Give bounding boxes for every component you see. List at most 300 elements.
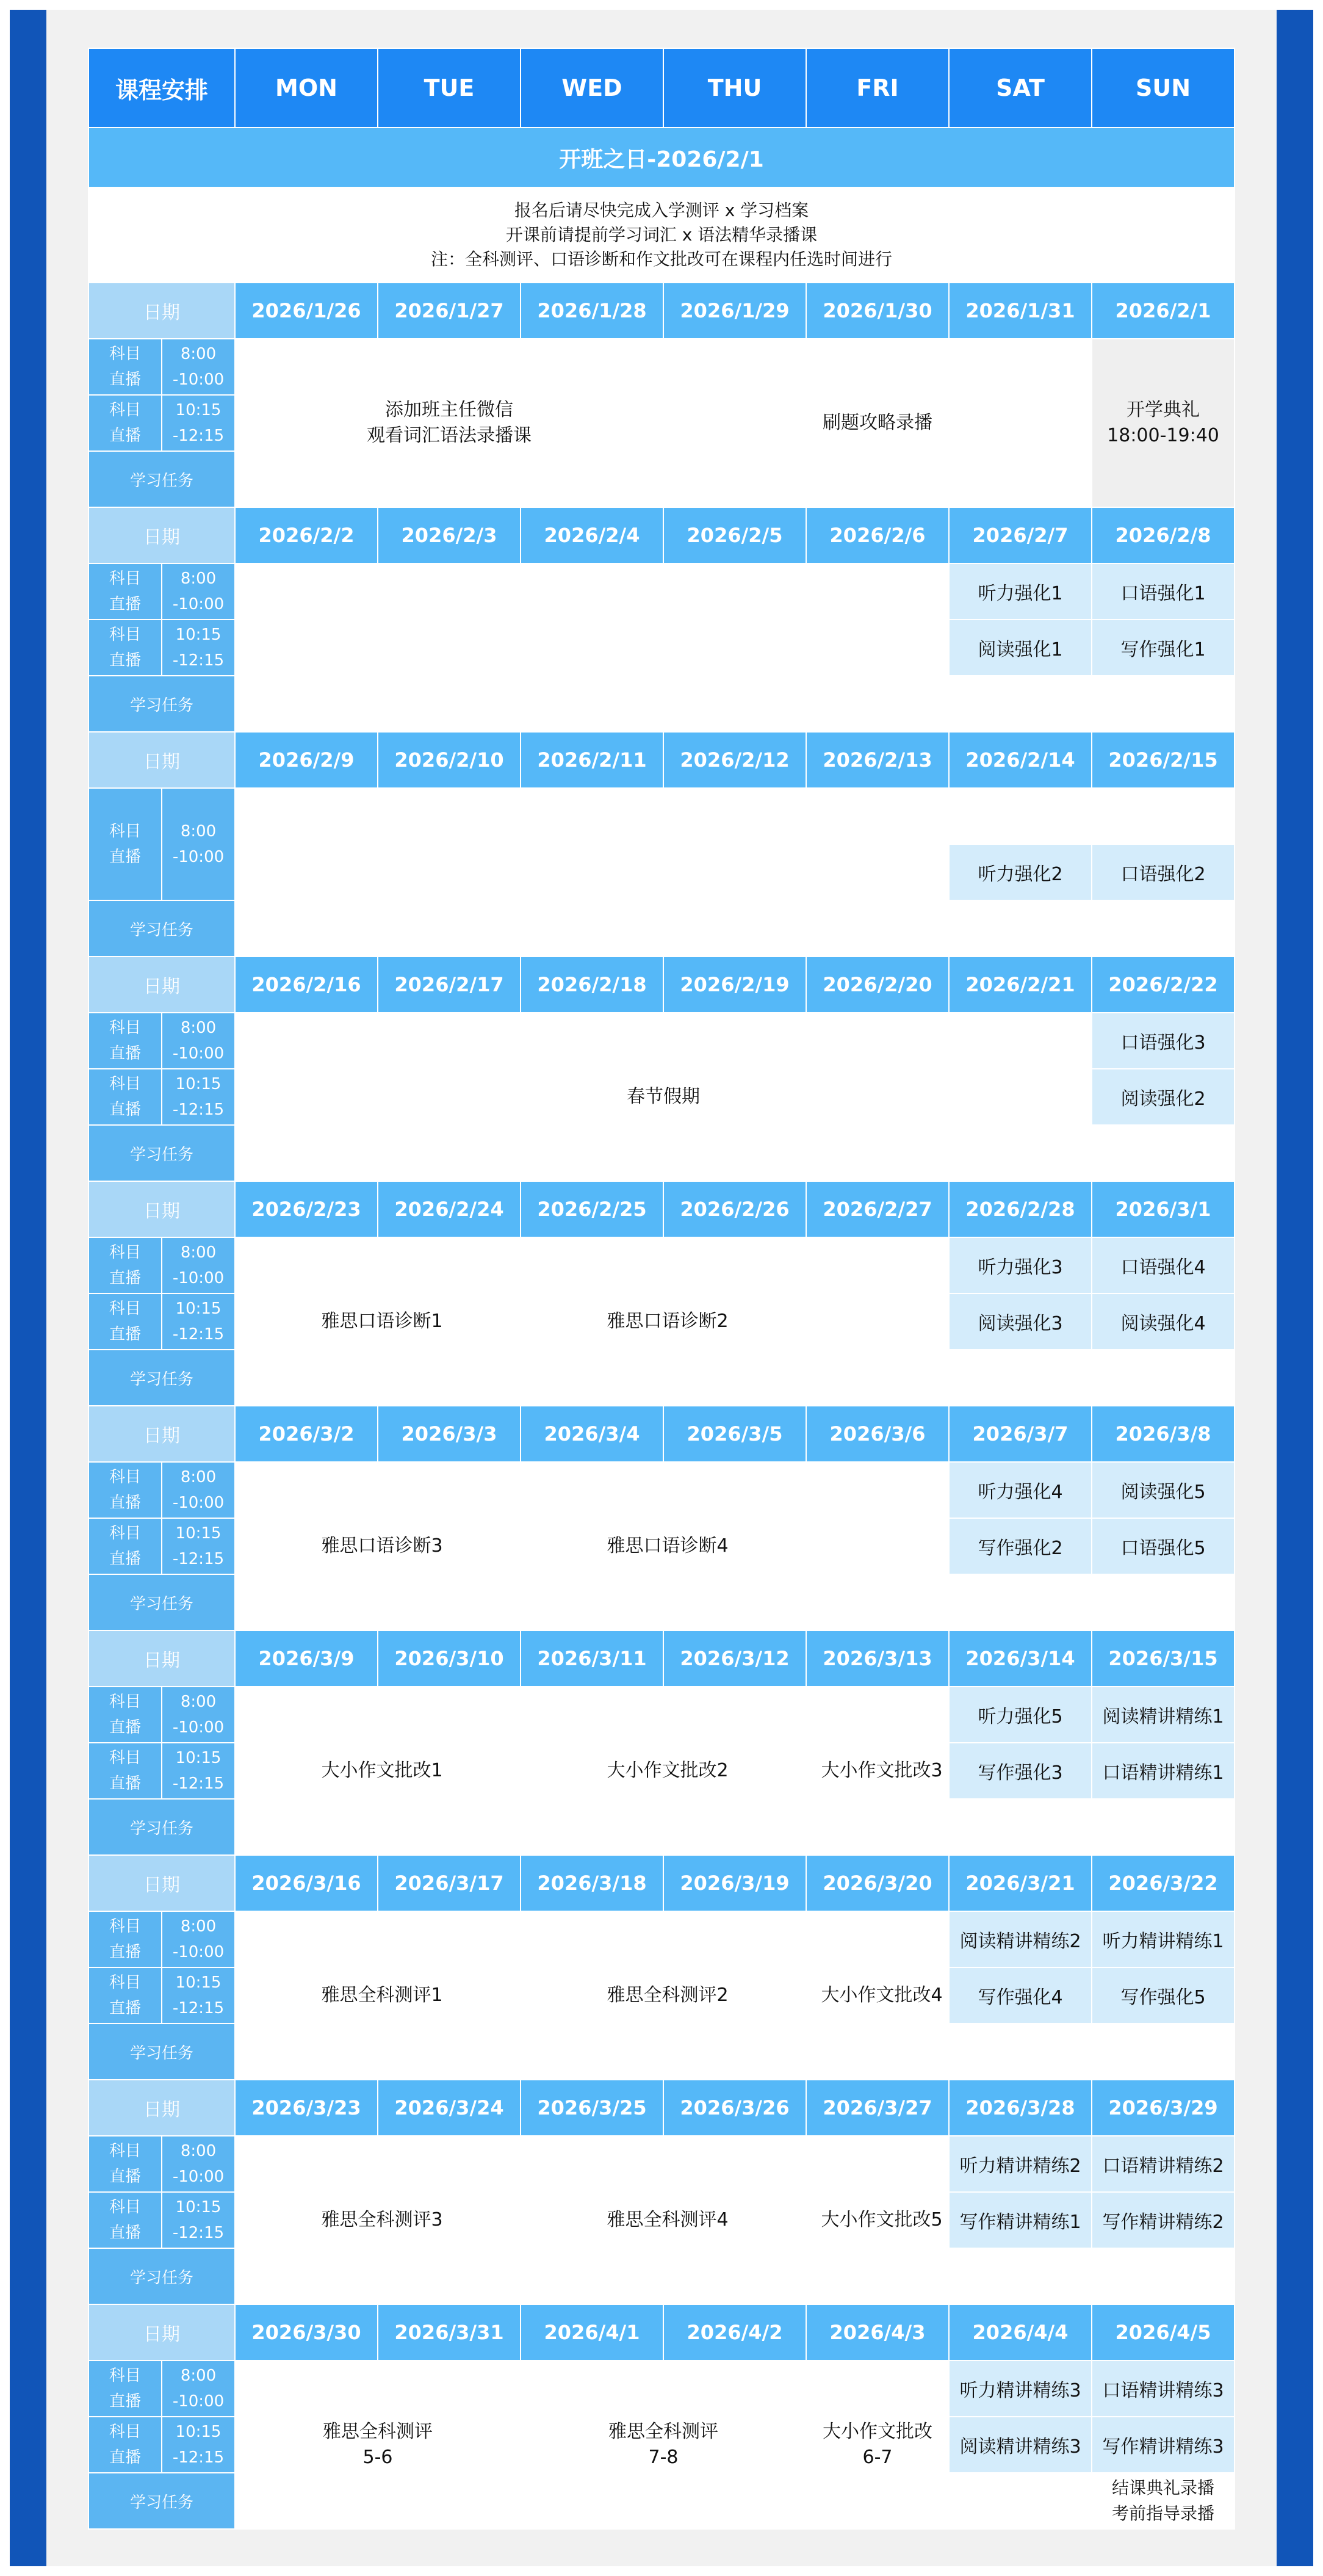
block-a: 雅思全科测评1 (235, 1911, 521, 2080)
live-text: 直播 (109, 2392, 141, 2411)
live-text: 直播 (109, 651, 141, 670)
date-cell-sat: 2026/3/21 (949, 1855, 1092, 1911)
notice-block (88, 187, 1235, 283)
session-cell-sun: 听力精讲精练1 (1092, 1911, 1235, 1967)
session-cell-sat (949, 788, 1092, 844)
time-end: -10:00 (172, 1943, 225, 1961)
date-cell-wed: 2026/3/4 (521, 1406, 663, 1462)
block-c: 大小作文批改4 (806, 1911, 949, 2080)
time-end: -12:15 (172, 651, 225, 670)
session-cell-sun: 阅读强化5 (1092, 1462, 1235, 1518)
session-row-1 (88, 1237, 1235, 1293)
session-row-1 (88, 1687, 1235, 1743)
date-cell-mon: 2026/3/9 (235, 1630, 378, 1687)
session-row-1 (88, 339, 1235, 395)
subject-text: 科目 (109, 1917, 141, 1936)
session-cell-sat: 听力精讲精练3 (949, 2361, 1092, 2417)
date-cell-fri: 2026/3/20 (806, 1855, 949, 1911)
slot-time-label (162, 1967, 235, 2024)
slot-time-label (162, 1911, 235, 1967)
date-cell-sat: 2026/3/14 (949, 1630, 1092, 1687)
task-row-label: 学习任务 (88, 1799, 235, 1855)
date-cell-sun: 2026/3/8 (1092, 1406, 1235, 1462)
date-cell-mon: 2026/3/2 (235, 1406, 378, 1462)
date-cell-sat: 2026/4/4 (949, 2304, 1092, 2361)
slot-subject-label (88, 1518, 162, 1574)
task-row-label: 学习任务 (88, 1125, 235, 1181)
date-row-label: 日期 (88, 2304, 235, 2361)
date-cell-mon: 2026/2/16 (235, 957, 378, 1013)
session-cell-sun: 口语强化1 (1092, 563, 1235, 620)
session-row-1 (88, 1013, 1235, 1069)
date-cell-fri: 2026/2/13 (806, 732, 949, 788)
session-cell-sun: 口语精讲精练3 (1092, 2361, 1235, 2417)
subject-text: 科目 (109, 2142, 141, 2160)
live-text: 直播 (109, 2224, 141, 2242)
date-cell-sun: 2026/2/15 (1092, 732, 1235, 788)
task-cell-sat (949, 2248, 1092, 2304)
date-cell-fri: 2026/3/6 (806, 1406, 949, 1462)
date-row-label: 日期 (88, 957, 235, 1013)
task-cell-sun (1092, 676, 1235, 732)
time-start: 10:15 (175, 1075, 222, 1093)
date-cell-sun: 2026/2/22 (1092, 957, 1235, 1013)
date-cell-thu: 2026/1/29 (663, 283, 806, 339)
session-cell-sun: 阅读精讲精练1 (1092, 1687, 1235, 1743)
date-cell-thu: 2026/4/2 (663, 2304, 806, 2361)
session-row-1 (88, 563, 1235, 620)
slot-subject-label (88, 1069, 162, 1125)
time-start: 10:15 (175, 2423, 222, 2441)
session-cell-thu (663, 788, 806, 900)
date-cell-thu: 2026/2/26 (663, 1181, 806, 1237)
date-cell-mon: 2026/2/2 (235, 507, 378, 563)
notice-line: 报名后请尽快完成入学测评 x 学习档案 (514, 200, 809, 220)
slot-time-label (162, 2136, 235, 2192)
live-text: 直播 (109, 1494, 141, 1512)
session-cell-sat: 阅读强化1 (949, 620, 1092, 676)
date-cell-thu: 2026/3/26 (663, 2080, 806, 2136)
live-text: 直播 (109, 1325, 141, 1344)
task-cell-sat (949, 2473, 1092, 2529)
time-end: -12:15 (172, 1550, 225, 1568)
date-row-label: 日期 (88, 1630, 235, 1687)
time-start: 10:15 (175, 1974, 222, 1992)
date-row-label: 日期 (88, 283, 235, 339)
date-cell-sun: 2026/2/8 (1092, 507, 1235, 563)
date-cell-thu: 2026/2/5 (663, 507, 806, 563)
date-row-label: 日期 (88, 507, 235, 563)
time-start: 8:00 (180, 2367, 217, 2385)
header-day-wed: WED (521, 48, 663, 128)
date-cell-fri: 2026/2/27 (806, 1181, 949, 1237)
notice-line: 开课前请提前学习词汇 x 语法精华录播课 (505, 225, 818, 245)
slot-time-label (162, 1069, 235, 1125)
time-end: -10:00 (172, 1494, 225, 1512)
task-cell-sun (1092, 900, 1235, 957)
session-cell-sat: 写作强化2 (949, 1518, 1092, 1574)
session-cell-sun: 写作强化5 (1092, 1967, 1235, 2024)
date-cell-sat: 2026/2/14 (949, 732, 1092, 788)
session-cell-wed (521, 563, 663, 732)
opening-banner: 开班之日-2026/2/1 (88, 128, 1235, 187)
time-end: -12:15 (172, 1775, 225, 1793)
session-cell-thu (663, 563, 806, 732)
time-start: 10:15 (175, 1749, 222, 1767)
slot-time-label (162, 1013, 235, 1069)
time-end: -10:00 (172, 371, 225, 389)
subject-text: 科目 (109, 1693, 141, 1711)
slot-time-label (162, 1687, 235, 1743)
task-cell-mon (235, 900, 378, 957)
date-row-label: 日期 (88, 1855, 235, 1911)
session-cell-tue (378, 563, 521, 732)
subject-text: 科目 (109, 1300, 141, 1318)
block-note-right: 刷题攻略录播 (663, 339, 1092, 507)
session-cell-sat: 听力强化3 (949, 1237, 1092, 1293)
time-start: 10:15 (175, 2198, 222, 2216)
date-cell-fri: 2026/3/13 (806, 1630, 949, 1687)
time-start: 8:00 (180, 1019, 217, 1037)
task-row-label: 学习任务 (88, 451, 235, 507)
slot-subject-label (88, 1013, 162, 1069)
time-start: 10:15 (175, 401, 222, 419)
date-cell-tue: 2026/3/10 (378, 1630, 521, 1687)
session-cell-mon (235, 788, 378, 900)
session-cell-sun: 口语强化4 (1092, 1237, 1235, 1293)
task-cell-sun (1092, 2024, 1235, 2080)
header-day-thu: THU (663, 48, 806, 128)
date-cell-fri: 2026/1/30 (806, 283, 949, 339)
header-day-fri: FRI (806, 48, 949, 128)
date-cell-wed: 2026/2/4 (521, 507, 663, 563)
subject-text: 科目 (109, 626, 141, 644)
block-c: 大小作文批改3 (806, 1687, 949, 1855)
slot-subject-label (88, 620, 162, 676)
block-a: 雅思全科测评3 (235, 2136, 521, 2304)
live-text: 直播 (109, 595, 141, 613)
notice-row (88, 187, 1235, 283)
slot-time-label (162, 1293, 235, 1350)
task-cell-sat (949, 676, 1092, 732)
date-cell-mon: 2026/3/23 (235, 2080, 378, 2136)
subject-text: 科目 (109, 570, 141, 588)
block-c: 大小作文批改 6-7 (806, 2361, 949, 2529)
time-end: -12:15 (172, 1101, 225, 1119)
time-start: 8:00 (180, 1917, 217, 1936)
time-start: 10:15 (175, 1524, 222, 1543)
date-cell-wed: 2026/3/25 (521, 2080, 663, 2136)
slot-subject-label (88, 788, 162, 900)
session-cell-fri (806, 563, 949, 732)
live-text: 直播 (109, 1718, 141, 1737)
date-cell-sat: 2026/1/31 (949, 283, 1092, 339)
date-cell-sat: 2026/2/7 (949, 507, 1092, 563)
header-day-tue: TUE (378, 48, 521, 128)
opening-banner-row (88, 128, 1235, 187)
block-a: 大小作文批改1 (235, 1687, 521, 1855)
date-cell-thu: 2026/2/12 (663, 732, 806, 788)
session-row-1 (88, 1911, 1235, 1967)
date-cell-fri: 2026/3/27 (806, 2080, 949, 2136)
task-cell-thu (663, 900, 806, 957)
task-row-label: 学习任务 (88, 1574, 235, 1630)
schedule-table (88, 48, 1235, 2530)
block-note-left: 添加班主任微信 观看词汇语法录播课 (235, 339, 663, 507)
date-cell-thu: 2026/3/12 (663, 1630, 806, 1687)
week-date-row (88, 283, 1235, 339)
task-row-label: 学习任务 (88, 2024, 235, 2080)
time-end: -10:00 (172, 2392, 225, 2411)
date-cell-wed: 2026/2/25 (521, 1181, 663, 1237)
notice-line: 注：全科测评、口语诊断和作文批改可在课程内任选时间进行 (431, 249, 893, 269)
date-cell-tue: 2026/1/27 (378, 283, 521, 339)
live-text: 直播 (109, 1044, 141, 1063)
session-row-1 (88, 1462, 1235, 1518)
time-end: -12:15 (172, 427, 225, 445)
session-row-1 (88, 2361, 1235, 2417)
time-end: -12:15 (172, 1325, 225, 1344)
slot-time-label (162, 788, 235, 900)
date-cell-sat: 2026/3/28 (949, 2080, 1092, 2136)
date-cell-thu: 2026/3/19 (663, 1855, 806, 1911)
date-cell-thu: 2026/2/19 (663, 957, 806, 1013)
task-cell-sun (1092, 1125, 1235, 1181)
task-cell-sat (949, 1350, 1092, 1406)
date-cell-wed: 2026/3/18 (521, 1855, 663, 1911)
date-cell-sun: 2026/3/15 (1092, 1630, 1235, 1687)
slot-time-label (162, 1462, 235, 1518)
task-row-label: 学习任务 (88, 900, 235, 957)
date-row-label: 日期 (88, 732, 235, 788)
time-start: 8:00 (180, 345, 217, 363)
date-cell-mon: 2026/2/9 (235, 732, 378, 788)
live-text: 直播 (109, 1550, 141, 1568)
header-day-sun: SUN (1092, 48, 1235, 128)
slot-subject-label (88, 1687, 162, 1743)
time-start: 10:15 (175, 626, 222, 644)
date-cell-tue: 2026/2/10 (378, 732, 521, 788)
session-row-1 (88, 2136, 1235, 2192)
subject-text: 科目 (109, 2423, 141, 2441)
block-b: 大小作文批改2 (521, 1687, 806, 1855)
date-cell-mon: 2026/3/30 (235, 2304, 378, 2361)
week-date-row (88, 2304, 1235, 2361)
time-end: -12:15 (172, 1999, 225, 2017)
session-cell-sat: 阅读精讲精练3 (949, 2417, 1092, 2473)
time-start: 10:15 (175, 1300, 222, 1318)
date-cell-tue: 2026/2/17 (378, 957, 521, 1013)
weeks-body (88, 283, 1235, 2529)
live-text: 直播 (109, 1999, 141, 2017)
task-row-label: 学习任务 (88, 2248, 235, 2304)
opening-ceremony-cell: 开学典礼 18:00-19:40 (1092, 339, 1235, 507)
session-cell-sat: 听力强化1 (949, 563, 1092, 620)
slot-subject-label (88, 1237, 162, 1293)
week-date-row (88, 1181, 1235, 1237)
session-cell-sat: 写作强化4 (949, 1967, 1092, 2024)
time-end: -12:15 (172, 2224, 225, 2242)
date-row-label: 日期 (88, 2080, 235, 2136)
header-corner: 课程安排 (88, 48, 235, 128)
date-cell-wed: 2026/4/1 (521, 2304, 663, 2361)
date-cell-wed: 2026/1/28 (521, 283, 663, 339)
session-cell-sat: 听力精讲精练2 (949, 2136, 1092, 2192)
live-text: 直播 (109, 2168, 141, 2186)
subject-text: 科目 (109, 1468, 141, 1486)
time-start: 8:00 (180, 1243, 217, 1262)
session-cell-tue (378, 788, 521, 900)
session-cell-sun: 口语精讲精练2 (1092, 2136, 1235, 2192)
week-date-row (88, 507, 1235, 563)
session-cell-sun: 口语精讲精练1 (1092, 1743, 1235, 1799)
subject-text: 科目 (109, 1749, 141, 1767)
date-cell-sun: 2026/3/1 (1092, 1181, 1235, 1237)
header-day-sat: SAT (949, 48, 1092, 128)
task-cell-sat (949, 1799, 1092, 1855)
session-cell-fri (806, 1462, 949, 1630)
live-text: 直播 (109, 848, 141, 866)
subject-text: 科目 (109, 345, 141, 363)
time-end: -10:00 (172, 595, 225, 613)
date-cell-tue: 2026/2/24 (378, 1181, 521, 1237)
subject-text: 科目 (109, 401, 141, 419)
date-row-label: 日期 (88, 1181, 235, 1237)
live-text: 直播 (109, 1269, 141, 1287)
date-cell-sun: 2026/3/22 (1092, 1855, 1235, 1911)
date-row-label: 日期 (88, 1406, 235, 1462)
subject-text: 科目 (109, 1075, 141, 1093)
slot-subject-label (88, 1911, 162, 1967)
week-date-row (88, 732, 1235, 788)
slot-subject-label (88, 563, 162, 620)
time-start: 8:00 (180, 1468, 217, 1486)
subject-text: 科目 (109, 822, 141, 841)
session-cell-fri (806, 1237, 949, 1406)
week-date-row (88, 1630, 1235, 1687)
slot-subject-label (88, 395, 162, 451)
session-cell-sun: 口语强化5 (1092, 1518, 1235, 1574)
session-cell-sat: 写作强化3 (949, 1743, 1092, 1799)
subject-text: 科目 (109, 2198, 141, 2216)
slot-subject-label (88, 1967, 162, 2024)
date-cell-fri: 2026/4/3 (806, 2304, 949, 2361)
time-end: -10:00 (172, 2168, 225, 2186)
session-cell-sun: 阅读强化4 (1092, 1293, 1235, 1350)
task-cell-sun: 结课典礼录播 考前指导录播 (1092, 2473, 1235, 2529)
slot-time-label (162, 339, 235, 395)
time-start: 8:00 (180, 1693, 217, 1711)
date-cell-tue: 2026/3/24 (378, 2080, 521, 2136)
header-day-mon: MON (235, 48, 378, 128)
session-cell-sun (1092, 788, 1235, 844)
slot-time-label (162, 1237, 235, 1293)
date-cell-fri: 2026/2/6 (806, 507, 949, 563)
live-text: 直播 (109, 2448, 141, 2467)
date-cell-mon: 2026/1/26 (235, 283, 378, 339)
slot-time-label (162, 2417, 235, 2473)
slot-time-label (162, 2361, 235, 2417)
session-cell-sun: 写作精讲精练3 (1092, 2417, 1235, 2473)
date-cell-tue: 2026/3/3 (378, 1406, 521, 1462)
date-cell-sat: 2026/3/7 (949, 1406, 1092, 1462)
live-text: 直播 (109, 1775, 141, 1793)
date-cell-sun: 2026/3/29 (1092, 2080, 1235, 2136)
block-b: 雅思口语诊断2 (521, 1237, 806, 1406)
time-start: 8:00 (180, 822, 217, 841)
slot-time-label (162, 395, 235, 451)
time-end: -10:00 (172, 1269, 225, 1287)
week-date-row (88, 957, 1235, 1013)
slot-time-label (162, 1518, 235, 1574)
session-cell-sat: 阅读精讲精练2 (949, 1911, 1092, 1967)
time-end: -10:00 (172, 848, 225, 866)
session-cell-sat: 阅读强化3 (949, 1293, 1092, 1350)
task-cell-tue (378, 900, 521, 957)
subject-text: 科目 (109, 1243, 141, 1262)
live-text: 直播 (109, 1943, 141, 1961)
holiday-block: 春节假期 (235, 1013, 1092, 1181)
week-date-row (88, 2080, 1235, 2136)
time-end: -10:00 (172, 1044, 225, 1063)
week-date-row (88, 1855, 1235, 1911)
block-b: 雅思全科测评2 (521, 1911, 806, 2080)
date-cell-tue: 2026/2/3 (378, 507, 521, 563)
task-cell-wed (521, 900, 663, 957)
date-cell-sun: 2026/2/1 (1092, 283, 1235, 339)
block-c: 大小作文批改5 (806, 2136, 949, 2304)
subject-text: 科目 (109, 1019, 141, 1037)
date-cell-wed: 2026/2/18 (521, 957, 663, 1013)
slot-time-label (162, 1743, 235, 1799)
slot-time-label (162, 620, 235, 676)
session-cell-sun: 口语强化3 (1092, 1013, 1235, 1069)
slot-subject-label (88, 2136, 162, 2192)
live-text: 直播 (109, 1101, 141, 1119)
slot-time-label (162, 2192, 235, 2248)
live-text: 直播 (109, 371, 141, 389)
session-cell-wed (521, 788, 663, 900)
date-cell-wed: 2026/3/11 (521, 1630, 663, 1687)
subject-text: 科目 (109, 1974, 141, 1992)
task-cell-sun (1092, 2248, 1235, 2304)
task-row-label: 学习任务 (88, 2473, 235, 2529)
session-cell-sat: 听力强化5 (949, 1687, 1092, 1743)
block-b: 雅思全科测评 7-8 (521, 2361, 806, 2529)
block-a: 雅思口语诊断3 (235, 1462, 521, 1630)
task-cell-fri (806, 900, 949, 957)
session-cell-sun: 阅读强化2 (1092, 1069, 1235, 1125)
date-cell-wed: 2026/2/11 (521, 732, 663, 788)
weekday-header-row (88, 48, 1235, 128)
slot-subject-label (88, 1293, 162, 1350)
date-cell-sun: 2026/4/5 (1092, 2304, 1235, 2361)
date-cell-sat: 2026/2/28 (949, 1181, 1092, 1237)
task-cell-sun (1092, 1350, 1235, 1406)
date-cell-thu: 2026/3/5 (663, 1406, 806, 1462)
task-row (88, 900, 1235, 957)
session-cell-sun: 写作精讲精练2 (1092, 2192, 1235, 2248)
slot-subject-label (88, 1462, 162, 1518)
block-a: 雅思全科测评 5-6 (235, 2361, 521, 2529)
time-end: -10:00 (172, 1718, 225, 1737)
subject-text: 科目 (109, 2367, 141, 2385)
subject-text: 科目 (109, 1524, 141, 1543)
task-cell-sun (1092, 1799, 1235, 1855)
date-cell-mon: 2026/2/23 (235, 1181, 378, 1237)
block-a: 雅思口语诊断1 (235, 1237, 521, 1406)
task-cell-sat (949, 1574, 1092, 1630)
